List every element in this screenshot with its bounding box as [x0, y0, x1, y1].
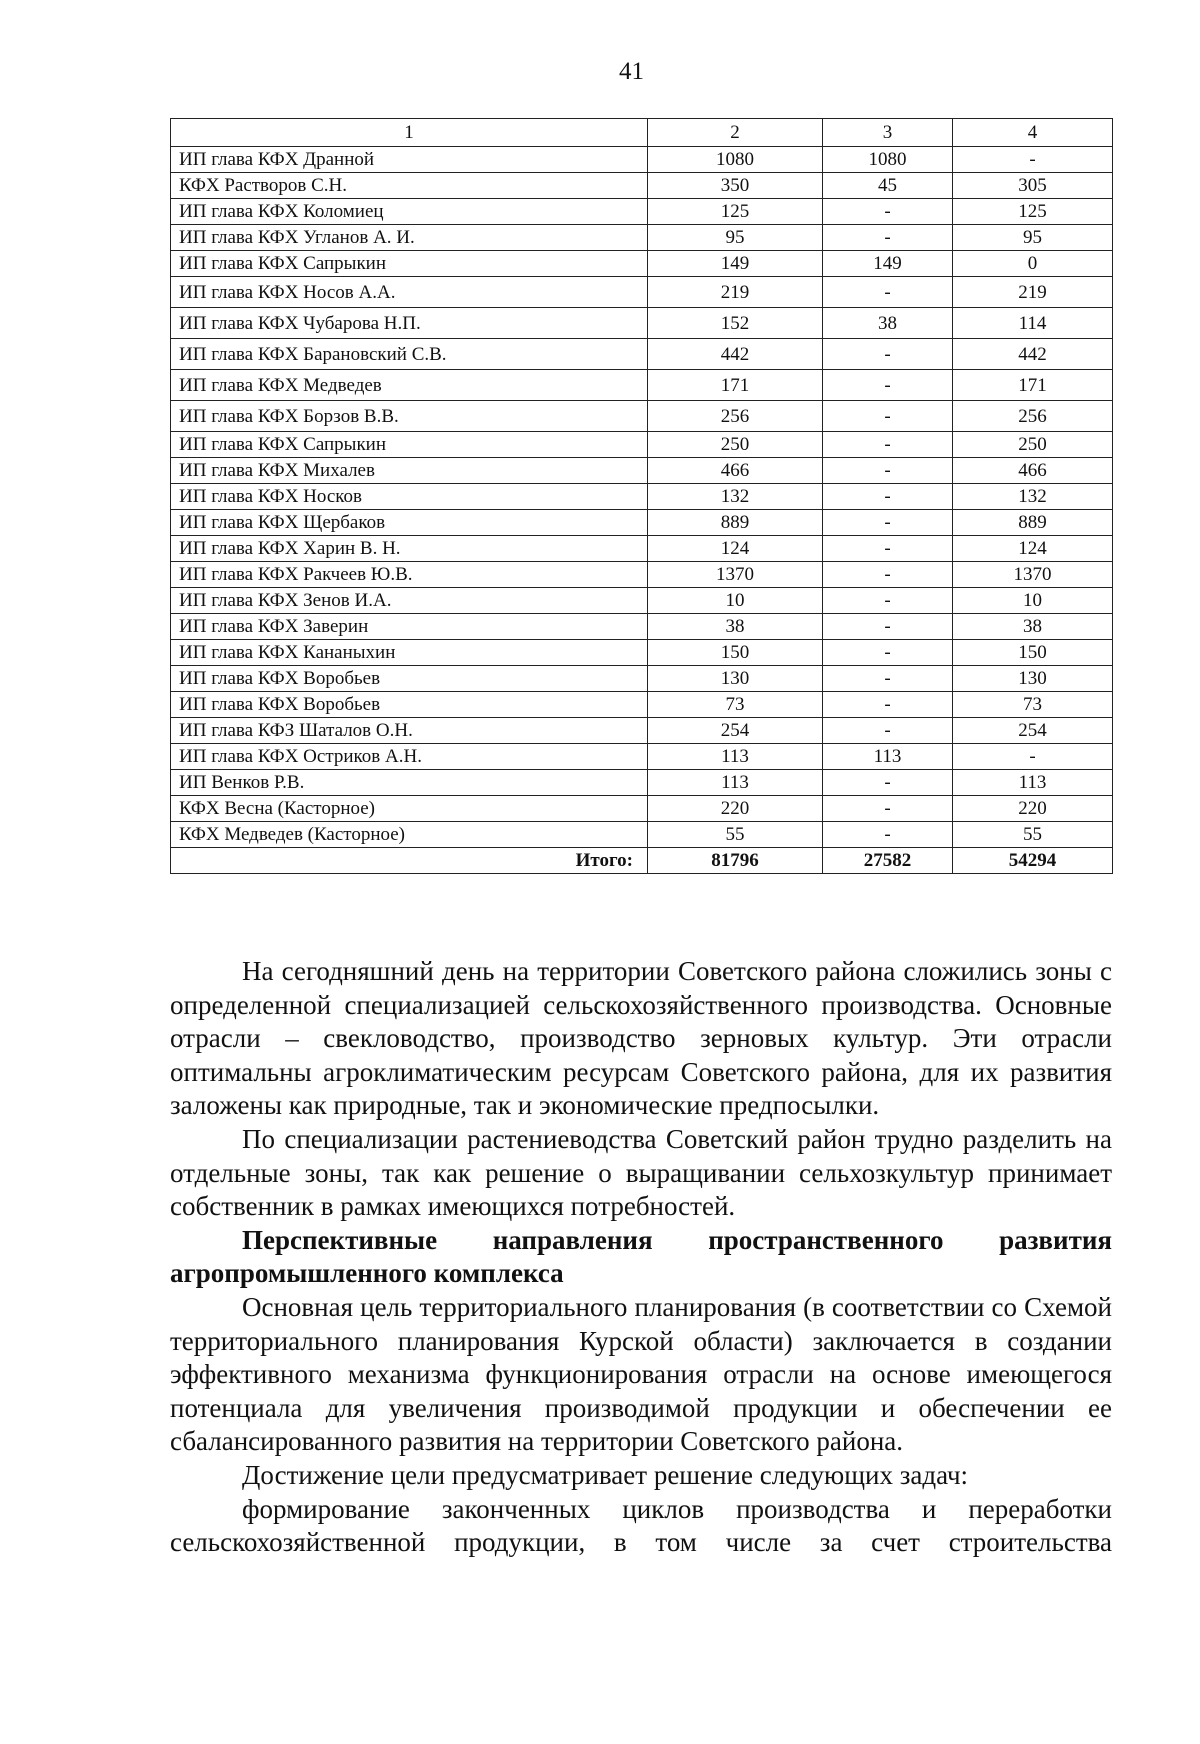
- farm-name-cell: ИП глава КФХ Зенов И.А.: [171, 588, 648, 614]
- value-cell: 220: [953, 796, 1113, 822]
- value-cell: -: [823, 339, 953, 370]
- table-row: [171, 744, 1113, 770]
- farm-name-cell: ИП глава КФХ Носов А.А.: [171, 277, 648, 308]
- paragraph: Достижение цели предусматривает решение следующих задач:: [242, 1459, 969, 1490]
- paragraph: По специализации растениеводства Советский район трудно разделить на отдельные зоны, так как решение о выращивании сельхозкультур принимает собственник в рамках имеющихся потребностей.: [170, 1123, 1112, 1222]
- value-cell: 254: [648, 718, 823, 744]
- total-value: 27582: [823, 848, 953, 874]
- value-cell: 1080: [648, 147, 823, 173]
- body-text: [170, 955, 1112, 1560]
- farms-table: [170, 118, 1113, 874]
- total-label: Итого:: [171, 848, 648, 874]
- value-cell: 220: [648, 796, 823, 822]
- paragraph: На сегодняшний день на территории Советского района сложились зоны с определенной специализацией сельскохозяйственного производства. Основные отрасли – свекловодство, производство зерновых культур. Эти отрасли оптимальны агроклиматическим ресурсам Советского района, для их развития заложены как природные, так и экономические предпосылки.: [170, 956, 1112, 1121]
- farm-name-cell: ИП глава КФХ Остриков А.Н.: [171, 744, 648, 770]
- value-cell: -: [823, 401, 953, 432]
- value-cell: -: [823, 614, 953, 640]
- total-value: 81796: [648, 848, 823, 874]
- value-cell: -: [953, 744, 1113, 770]
- farm-name-cell: ИП глава КФХ Кананыхин: [171, 640, 648, 666]
- value-cell: -: [823, 458, 953, 484]
- farm-name-cell: ИП глава КФХ Угланов А. И.: [171, 225, 648, 251]
- table-row: [171, 401, 1113, 432]
- value-cell: 73: [648, 692, 823, 718]
- farm-name-cell: КФХ Растворов С.Н.: [171, 173, 648, 199]
- value-cell: 256: [648, 401, 823, 432]
- table-row: [171, 458, 1113, 484]
- value-cell: 10: [953, 588, 1113, 614]
- value-cell: 113: [648, 770, 823, 796]
- farm-name-cell: ИП глава КФХ Воробьев: [171, 666, 648, 692]
- value-cell: 114: [953, 308, 1113, 339]
- table-row: [171, 588, 1113, 614]
- table-row: [171, 510, 1113, 536]
- farm-name-cell: ИП глава КФХ Борзов В.В.: [171, 401, 648, 432]
- farm-name-cell: ИП глава КФХ Дранной: [171, 147, 648, 173]
- value-cell: 132: [648, 484, 823, 510]
- section-heading: Перспективные направления пространственного развития агропромышленного комплекса: [170, 1224, 1112, 1289]
- value-cell: 152: [648, 308, 823, 339]
- value-cell: 124: [953, 536, 1113, 562]
- value-cell: 256: [953, 401, 1113, 432]
- value-cell: -: [823, 432, 953, 458]
- paragraph: формирование законченных циклов производства и переработки сельскохозяйственной продукции, в том числе за счет строительства: [170, 1493, 1112, 1558]
- value-cell: -: [823, 588, 953, 614]
- farm-name-cell: ИП глава КФХ Харин В. Н.: [171, 536, 648, 562]
- header-cell: 1: [171, 119, 648, 147]
- value-cell: 95: [648, 225, 823, 251]
- farm-name-cell: КФХ Медведев (Касторное): [171, 822, 648, 848]
- value-cell: -: [823, 484, 953, 510]
- table-row: [171, 484, 1113, 510]
- value-cell: 10: [648, 588, 823, 614]
- value-cell: 38: [823, 308, 953, 339]
- value-cell: 130: [953, 666, 1113, 692]
- total-row: [171, 848, 1113, 874]
- table-row: [171, 147, 1113, 173]
- value-cell: 150: [648, 640, 823, 666]
- value-cell: -: [823, 666, 953, 692]
- value-cell: -: [823, 796, 953, 822]
- farm-name-cell: ИП глава КФХ Чубарова Н.П.: [171, 308, 648, 339]
- value-cell: -: [823, 225, 953, 251]
- value-cell: 1370: [648, 562, 823, 588]
- table-row: [171, 822, 1113, 848]
- value-cell: 130: [648, 666, 823, 692]
- value-cell: -: [823, 562, 953, 588]
- value-cell: 442: [953, 339, 1113, 370]
- value-cell: 254: [953, 718, 1113, 744]
- value-cell: 113: [823, 744, 953, 770]
- value-cell: 889: [648, 510, 823, 536]
- value-cell: 38: [648, 614, 823, 640]
- farm-name-cell: ИП глава КФХ Медведев: [171, 370, 648, 401]
- value-cell: 350: [648, 173, 823, 199]
- header-cell: 4: [953, 119, 1113, 147]
- value-cell: 305: [953, 173, 1113, 199]
- table-row: [171, 770, 1113, 796]
- farm-name-cell: ИП глава КФХ Коломиец: [171, 199, 648, 225]
- farm-name-cell: ИП глава КФХ Михалев: [171, 458, 648, 484]
- value-cell: -: [823, 536, 953, 562]
- value-cell: 149: [823, 251, 953, 277]
- total-value: 54294: [953, 848, 1113, 874]
- value-cell: 466: [648, 458, 823, 484]
- value-cell: 889: [953, 510, 1113, 536]
- farm-name-cell: ИП глава КФХ Воробьев: [171, 692, 648, 718]
- table-row: [171, 614, 1113, 640]
- value-cell: -: [823, 718, 953, 744]
- value-cell: 442: [648, 339, 823, 370]
- page-number: 41: [619, 58, 644, 85]
- value-cell: 45: [823, 173, 953, 199]
- value-cell: 125: [648, 199, 823, 225]
- value-cell: 250: [953, 432, 1113, 458]
- table-row: [171, 308, 1113, 339]
- value-cell: 219: [648, 277, 823, 308]
- value-cell: -: [823, 692, 953, 718]
- table-row: [171, 277, 1113, 308]
- farm-name-cell: ИП глава КФХ Носков: [171, 484, 648, 510]
- paragraph: Основная цель территориального планирования (в соответствии со Схемой территориального планирования Курской области) заключается в создании эффективного механизма функционирования отрасли на основе имеющегося потенциала для увеличения производимой продукции и обеспечении ее сбалансированного развития на территории Советского района.: [170, 1291, 1112, 1457]
- value-cell: -: [823, 822, 953, 848]
- table-row: [171, 796, 1113, 822]
- value-cell: 55: [648, 822, 823, 848]
- value-cell: 1080: [823, 147, 953, 173]
- value-cell: 124: [648, 536, 823, 562]
- table-row: [171, 640, 1113, 666]
- value-cell: 132: [953, 484, 1113, 510]
- table-row: [171, 173, 1113, 199]
- table-row: [171, 339, 1113, 370]
- value-cell: -: [823, 370, 953, 401]
- value-cell: -: [953, 147, 1113, 173]
- value-cell: 55: [953, 822, 1113, 848]
- table-row: [171, 251, 1113, 277]
- value-cell: 113: [648, 744, 823, 770]
- value-cell: 250: [648, 432, 823, 458]
- value-cell: 219: [953, 277, 1113, 308]
- value-cell: 95: [953, 225, 1113, 251]
- value-cell: 466: [953, 458, 1113, 484]
- farm-name-cell: ИП глава КФХ Сапрыкин: [171, 251, 648, 277]
- header-cell: 3: [823, 119, 953, 147]
- table-row: [171, 692, 1113, 718]
- value-cell: -: [823, 640, 953, 666]
- value-cell: 38: [953, 614, 1113, 640]
- farm-name-cell: ИП глава КФХ Ракчеев Ю.В.: [171, 562, 648, 588]
- table-row: [171, 199, 1113, 225]
- table-row: [171, 666, 1113, 692]
- value-cell: 149: [648, 251, 823, 277]
- farm-name-cell: ИП глава КФХ Щербаков: [171, 510, 648, 536]
- farm-name-cell: ИП Венков Р.В.: [171, 770, 648, 796]
- value-cell: 73: [953, 692, 1113, 718]
- farm-name-cell: КФХ Весна (Касторное): [171, 796, 648, 822]
- value-cell: -: [823, 199, 953, 225]
- value-cell: 125: [953, 199, 1113, 225]
- farm-name-cell: ИП глава КФХ Заверин: [171, 614, 648, 640]
- value-cell: 0: [953, 251, 1113, 277]
- table-row: [171, 562, 1113, 588]
- table-header-row: [171, 119, 1113, 147]
- table-row: [171, 370, 1113, 401]
- value-cell: 171: [648, 370, 823, 401]
- table-row: [171, 718, 1113, 744]
- value-cell: -: [823, 277, 953, 308]
- value-cell: 171: [953, 370, 1113, 401]
- value-cell: 150: [953, 640, 1113, 666]
- table-row: [171, 432, 1113, 458]
- farm-name-cell: ИП глава КФХ Барановский С.В.: [171, 339, 648, 370]
- header-cell: 2: [648, 119, 823, 147]
- farm-name-cell: ИП глава КФЗ Шаталов О.Н.: [171, 718, 648, 744]
- table-row: [171, 536, 1113, 562]
- farm-name-cell: ИП глава КФХ Сапрыкин: [171, 432, 648, 458]
- value-cell: 1370: [953, 562, 1113, 588]
- value-cell: -: [823, 770, 953, 796]
- value-cell: 113: [953, 770, 1113, 796]
- value-cell: -: [823, 510, 953, 536]
- table-row: [171, 225, 1113, 251]
